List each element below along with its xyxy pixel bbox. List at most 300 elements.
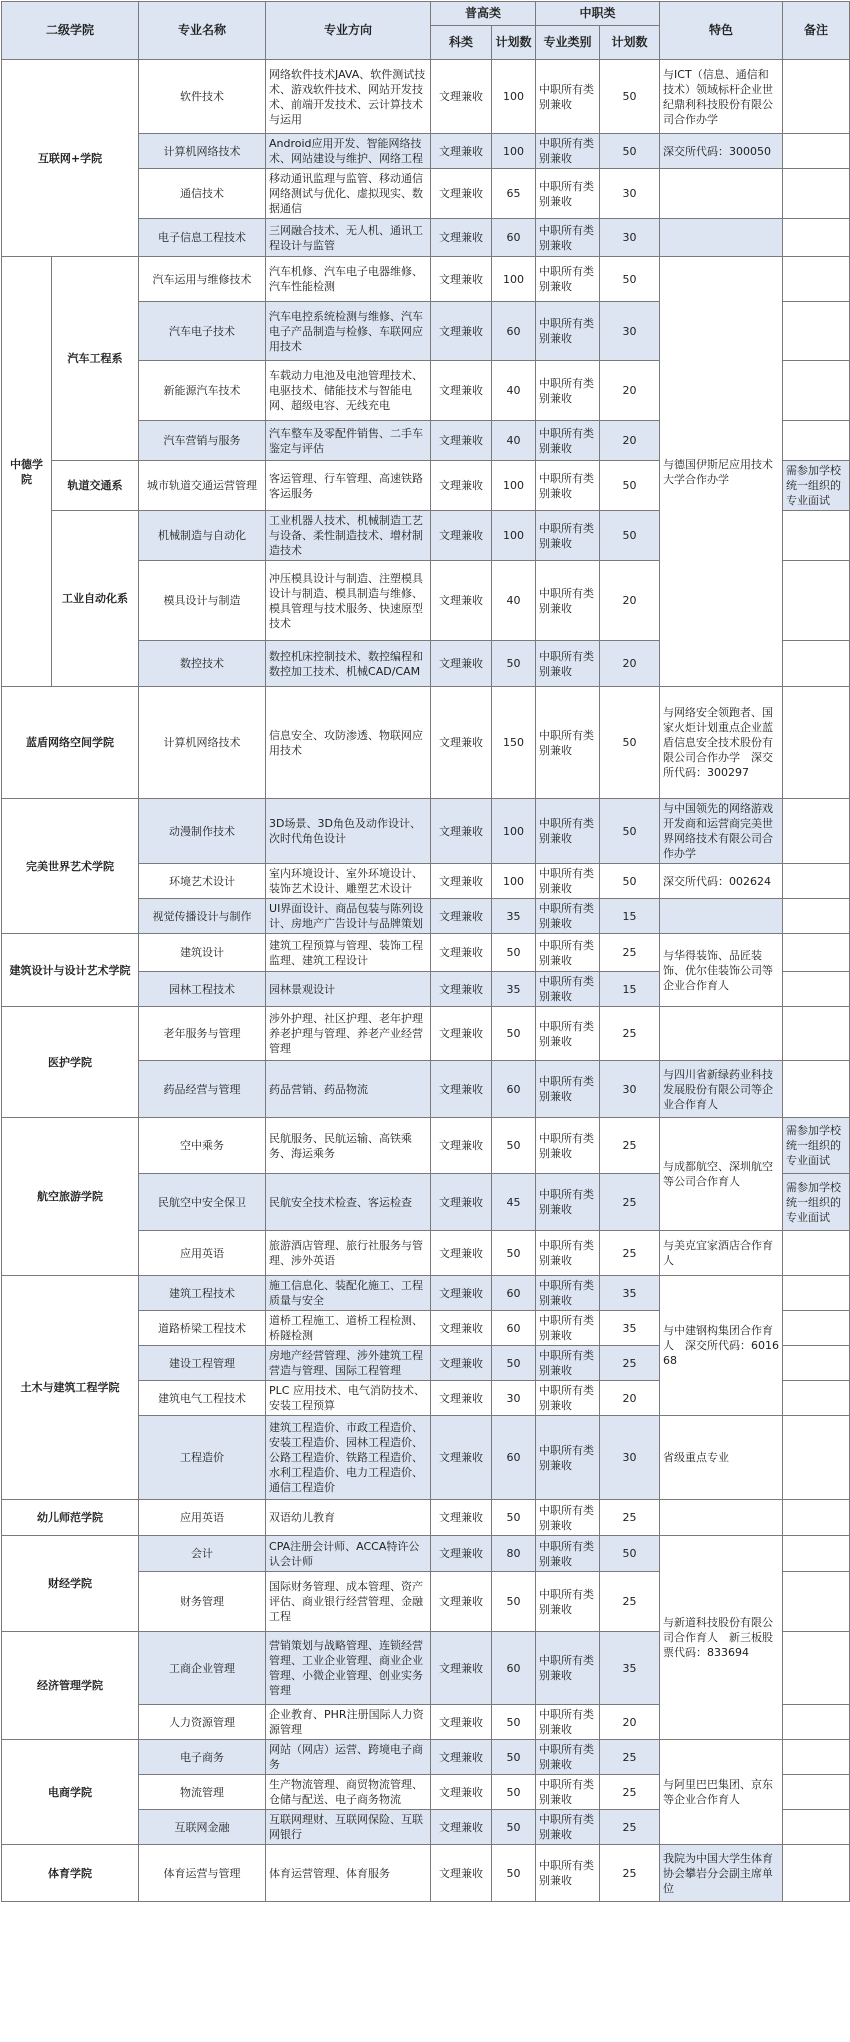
subject-type: 文理兼收 (431, 1276, 492, 1311)
vocational-plan: 30 (600, 1416, 660, 1500)
subject-type: 文理兼收 (431, 1500, 492, 1536)
remark-cell: 需参加学校统一组织的专业面试 (783, 1118, 850, 1174)
subject-type: 文理兼收 (431, 1536, 492, 1572)
subject-type: 文理兼收 (431, 60, 492, 134)
feature-cell: 与新道科技股份有限公司合作育人 新三板股票代码：833694 (660, 1536, 783, 1740)
gaokao-plan: 60 (492, 1276, 536, 1311)
college-cell: 互联网+学院 (2, 60, 139, 257)
college-cell: 财经学院 (2, 1536, 139, 1632)
college-cell: 电商学院 (2, 1740, 139, 1845)
header-major: 专业名称 (139, 2, 266, 60)
vocational-category: 中职所有类别兼收 (536, 1416, 600, 1500)
major-name: 模具设计与制造 (139, 561, 266, 641)
major-direction: 网站（网店）运营、跨境电子商务 (266, 1740, 431, 1775)
remark-cell: 需参加学校统一组织的专业面试 (783, 461, 850, 511)
gaokao-plan: 60 (492, 1632, 536, 1705)
feature-cell: 与四川省新绿药业科技发展股份有限公司等企业合作育人 (660, 1061, 783, 1118)
vocational-plan: 25 (600, 1810, 660, 1845)
vocational-plan: 30 (600, 302, 660, 361)
remark-cell (783, 1810, 850, 1845)
subject-type: 文理兼收 (431, 1810, 492, 1845)
vocational-category: 中职所有类别兼收 (536, 1740, 600, 1775)
college-cell: 土木与建筑工程学院 (2, 1276, 139, 1500)
major-direction: 车载动力电池及电池管理技术、电驱技术、储能技术与智能电网、超级电容、无线充电 (266, 361, 431, 421)
subject-type: 文理兼收 (431, 864, 492, 899)
remark-cell (783, 1007, 850, 1061)
major-direction: PLC 应用技术、电气消防技术、安装工程预算 (266, 1381, 431, 1416)
header-direction: 专业方向 (266, 2, 431, 60)
remark-cell (783, 972, 850, 1007)
gaokao-plan: 40 (492, 421, 536, 461)
remark-cell (783, 1632, 850, 1705)
major-name: 计算机网络技术 (139, 134, 266, 169)
subject-type: 文理兼收 (431, 302, 492, 361)
major-name: 财务管理 (139, 1572, 266, 1632)
subject-type: 文理兼收 (431, 972, 492, 1007)
major-direction: 房地产经营管理、涉外建筑工程营造与管理、国际工程管理 (266, 1346, 431, 1381)
major-name: 物流管理 (139, 1775, 266, 1810)
major-direction: 汽车电控系统检测与维修、汽车电子产品制造与检修、车联网应用技术 (266, 302, 431, 361)
remark-cell (783, 899, 850, 934)
department-cell: 轨道交通系 (52, 461, 139, 511)
college-cell: 体育学院 (2, 1845, 139, 1902)
table-row (2, 1007, 850, 1061)
feature-cell: 与成都航空、深圳航空等公司合作育人 (660, 1118, 783, 1231)
remark-cell (783, 511, 850, 561)
vocational-category: 中职所有类别兼收 (536, 799, 600, 864)
subject-type: 文理兼收 (431, 1572, 492, 1632)
major-name: 数控技术 (139, 641, 266, 687)
subject-type: 文理兼收 (431, 361, 492, 421)
feature-cell: 与德国伊斯尼应用技术大学合作办学 (660, 257, 783, 687)
vocational-category: 中职所有类别兼收 (536, 302, 600, 361)
remark-cell (783, 134, 850, 169)
gaokao-plan: 40 (492, 361, 536, 421)
major-name: 汽车电子技术 (139, 302, 266, 361)
gaokao-plan: 60 (492, 302, 536, 361)
gaokao-plan: 100 (492, 864, 536, 899)
gaokao-plan: 50 (492, 1231, 536, 1276)
remark-cell (783, 1536, 850, 1572)
vocational-category: 中职所有类别兼收 (536, 361, 600, 421)
remark-cell (783, 169, 850, 219)
vocational-category: 中职所有类别兼收 (536, 1118, 600, 1174)
vocational-plan: 50 (600, 799, 660, 864)
major-direction: 旅游酒店管理、旅行社服务与管理、涉外英语 (266, 1231, 431, 1276)
vocational-plan: 20 (600, 1705, 660, 1740)
vocational-category: 中职所有类别兼收 (536, 934, 600, 972)
major-direction: 汽车整车及零配件销售、二手车鉴定与评估 (266, 421, 431, 461)
vocational-category: 中职所有类别兼收 (536, 421, 600, 461)
subject-type: 文理兼收 (431, 799, 492, 864)
feature-cell: 与阿里巴巴集团、京东等企业合作育人 (660, 1740, 783, 1845)
vocational-category: 中职所有类别兼收 (536, 1381, 600, 1416)
major-name: 新能源汽车技术 (139, 361, 266, 421)
table-row (2, 1845, 850, 1902)
major-direction: 互联网理财、互联网保险、互联网银行 (266, 1810, 431, 1845)
vocational-category: 中职所有类别兼收 (536, 561, 600, 641)
remark-cell (783, 1311, 850, 1346)
gaokao-plan: 50 (492, 1775, 536, 1810)
major-direction: 生产物流管理、商贸物流管理、仓储与配送、电子商务物流 (266, 1775, 431, 1810)
subject-type: 文理兼收 (431, 1118, 492, 1174)
subject-type: 文理兼收 (431, 934, 492, 972)
feature-cell: 与美克宜家酒店合作育人 (660, 1231, 783, 1276)
major-direction: 客运管理、行车管理、高速铁路客运服务 (266, 461, 431, 511)
gaokao-plan: 65 (492, 169, 536, 219)
vocational-plan: 20 (600, 1381, 660, 1416)
header-plan: 计划数 (492, 26, 536, 60)
major-name: 汽车运用与维修技术 (139, 257, 266, 302)
vocational-plan: 50 (600, 134, 660, 169)
major-name: 应用英语 (139, 1500, 266, 1536)
major-name: 老年服务与管理 (139, 1007, 266, 1061)
remark-cell (783, 1500, 850, 1536)
college-cell: 中德学院 (2, 257, 52, 687)
subject-type: 文理兼收 (431, 421, 492, 461)
major-name: 互联网金融 (139, 1810, 266, 1845)
enrollment-plan-table (1, 1, 850, 1902)
gaokao-plan: 50 (492, 1810, 536, 1845)
gaokao-plan: 100 (492, 134, 536, 169)
subject-type: 文理兼收 (431, 1775, 492, 1810)
header-plan-vocational: 计划数 (600, 26, 660, 60)
vocational-plan: 30 (600, 1061, 660, 1118)
major-direction: CPA注册会计师、ACCA特许公认会计师 (266, 1536, 431, 1572)
major-name: 民航空中安全保卫 (139, 1174, 266, 1231)
gaokao-plan: 60 (492, 219, 536, 257)
major-name: 建设工程管理 (139, 1346, 266, 1381)
gaokao-plan: 50 (492, 1845, 536, 1902)
gaokao-plan: 100 (492, 461, 536, 511)
table-row (2, 60, 850, 134)
vocational-category: 中职所有类别兼收 (536, 1705, 600, 1740)
table-row (2, 687, 850, 799)
gaokao-plan: 50 (492, 1346, 536, 1381)
major-name: 建筑设计 (139, 934, 266, 972)
feature-cell: 省级重点专业 (660, 1416, 783, 1500)
remark-cell (783, 1572, 850, 1632)
subject-type: 文理兼收 (431, 1231, 492, 1276)
remark-cell (783, 687, 850, 799)
vocational-category: 中职所有类别兼收 (536, 1810, 600, 1845)
gaokao-plan: 50 (492, 1705, 536, 1740)
gaokao-plan: 100 (492, 60, 536, 134)
subject-type: 文理兼收 (431, 1174, 492, 1231)
major-direction: 民航服务、民航运输、高铁乘务、海运乘务 (266, 1118, 431, 1174)
major-name: 道路桥梁工程技术 (139, 1311, 266, 1346)
header-subject: 科类 (431, 26, 492, 60)
vocational-category: 中职所有类别兼收 (536, 1276, 600, 1311)
vocational-category: 中职所有类别兼收 (536, 169, 600, 219)
gaokao-plan: 60 (492, 1416, 536, 1500)
vocational-plan: 50 (600, 511, 660, 561)
gaokao-plan: 50 (492, 641, 536, 687)
gaokao-plan: 80 (492, 1536, 536, 1572)
vocational-plan: 25 (600, 1174, 660, 1231)
major-name: 药品经营与管理 (139, 1061, 266, 1118)
header-category: 专业类别 (536, 26, 600, 60)
major-name: 环境艺术设计 (139, 864, 266, 899)
remark-cell: 需参加学校统一组织的专业面试 (783, 1174, 850, 1231)
major-direction: 企业教育、PHR注册国际人力资源管理 (266, 1705, 431, 1740)
college-cell: 建筑设计与设计艺术学院 (2, 934, 139, 1007)
major-name: 建筑电气工程技术 (139, 1381, 266, 1416)
gaokao-plan: 50 (492, 1572, 536, 1632)
major-direction: 园林景观设计 (266, 972, 431, 1007)
major-name: 工商企业管理 (139, 1632, 266, 1705)
major-name: 汽车营销与服务 (139, 421, 266, 461)
major-name: 电子商务 (139, 1740, 266, 1775)
major-name: 会计 (139, 1536, 266, 1572)
major-direction: 双语幼儿教育 (266, 1500, 431, 1536)
major-direction: 汽车机修、汽车电子电器维修、汽车性能检测 (266, 257, 431, 302)
vocational-plan: 25 (600, 1500, 660, 1536)
table-row (2, 1276, 850, 1311)
gaokao-plan: 100 (492, 257, 536, 302)
vocational-plan: 50 (600, 864, 660, 899)
header-vocational: 中职类 (536, 2, 660, 26)
gaokao-plan: 40 (492, 561, 536, 641)
gaokao-plan: 100 (492, 799, 536, 864)
subject-type: 文理兼收 (431, 169, 492, 219)
remark-cell (783, 1276, 850, 1311)
subject-type: 文理兼收 (431, 1311, 492, 1346)
vocational-category: 中职所有类别兼收 (536, 60, 600, 134)
remark-cell (783, 561, 850, 641)
major-direction: 工业机器人技术、机械制造工艺与设备、柔性制造技术、增材制造技术 (266, 511, 431, 561)
vocational-plan: 25 (600, 1572, 660, 1632)
major-name: 动漫制作技术 (139, 799, 266, 864)
vocational-category: 中职所有类别兼收 (536, 1231, 600, 1276)
major-name: 体育运营与管理 (139, 1845, 266, 1902)
major-direction: 涉外护理、社区护理、老年护理养老护理与管理、养老产业经营管理 (266, 1007, 431, 1061)
remark-cell (783, 641, 850, 687)
gaokao-plan: 100 (492, 511, 536, 561)
vocational-category: 中职所有类别兼收 (536, 1007, 600, 1061)
major-direction: 信息安全、攻防渗透、物联网应用技术 (266, 687, 431, 799)
subject-type: 文理兼收 (431, 1705, 492, 1740)
gaokao-plan: 50 (492, 1500, 536, 1536)
major-direction: 建筑工程预算与管理、装饰工程监理、建筑工程设计 (266, 934, 431, 972)
vocational-plan: 30 (600, 219, 660, 257)
vocational-category: 中职所有类别兼收 (536, 1174, 600, 1231)
subject-type: 文理兼收 (431, 1007, 492, 1061)
remark-cell (783, 361, 850, 421)
subject-type: 文理兼收 (431, 219, 492, 257)
remark-cell (783, 1231, 850, 1276)
subject-type: 文理兼收 (431, 1416, 492, 1500)
major-direction: 国际财务管理、成本管理、资产评估、商业银行经营管理、金融工程 (266, 1572, 431, 1632)
subject-type: 文理兼收 (431, 641, 492, 687)
vocational-category: 中职所有类别兼收 (536, 511, 600, 561)
subject-type: 文理兼收 (431, 1845, 492, 1902)
major-name: 计算机网络技术 (139, 687, 266, 799)
vocational-plan: 50 (600, 461, 660, 511)
vocational-category: 中职所有类别兼收 (536, 134, 600, 169)
vocational-category: 中职所有类别兼收 (536, 219, 600, 257)
table-row (2, 934, 850, 972)
major-direction: 道桥工程施工、道桥工程检测、桥隧检测 (266, 1311, 431, 1346)
remark-cell (783, 1740, 850, 1775)
gaokao-plan: 50 (492, 1740, 536, 1775)
remark-cell (783, 421, 850, 461)
gaokao-plan: 35 (492, 972, 536, 1007)
subject-type: 文理兼收 (431, 1061, 492, 1118)
vocational-category: 中职所有类别兼收 (536, 1845, 600, 1902)
feature-cell (660, 1500, 783, 1536)
feature-cell: 与网络安全领跑者、国家火炬计划重点企业蓝盾信息安全技术股份有限公司合作办学 深交所代码：300297 (660, 687, 783, 799)
vocational-plan: 25 (600, 1118, 660, 1174)
feature-cell: 我院为中国大学生体育协会攀岩分会副主席单位 (660, 1845, 783, 1902)
vocational-category: 中职所有类别兼收 (536, 687, 600, 799)
vocational-plan: 25 (600, 1346, 660, 1381)
gaokao-plan: 50 (492, 934, 536, 972)
major-name: 视觉传播设计与制作 (139, 899, 266, 934)
feature-cell: 与中国领先的网络游戏开发商和运营商完美世界网络技术有限公司合作办学 (660, 799, 783, 864)
vocational-plan: 20 (600, 561, 660, 641)
college-cell: 航空旅游学院 (2, 1118, 139, 1276)
remark-cell (783, 1381, 850, 1416)
vocational-plan: 20 (600, 361, 660, 421)
vocational-plan: 20 (600, 421, 660, 461)
vocational-plan: 25 (600, 1775, 660, 1810)
vocational-plan: 35 (600, 1311, 660, 1346)
major-direction: 营销策划与战略管理、连锁经营管理、工业企业管理、商业企业管理、小微企业管理、创业实务管理 (266, 1632, 431, 1705)
subject-type: 文理兼收 (431, 1346, 492, 1381)
subject-type: 文理兼收 (431, 561, 492, 641)
major-direction: UI界面设计、商品包装与陈列设计、房地产广告设计与品牌策划 (266, 899, 431, 934)
vocational-plan: 35 (600, 1276, 660, 1311)
feature-cell (660, 219, 783, 257)
vocational-category: 中职所有类别兼收 (536, 899, 600, 934)
remark-cell (783, 1775, 850, 1810)
major-direction: 移动通讯监理与监管、移动通信网络测试与优化、虚拟现实、数据通信 (266, 169, 431, 219)
major-name: 城市轨道交通运营管理 (139, 461, 266, 511)
table-row (2, 1500, 850, 1536)
major-direction: 3D场景、3D角色及动作设计、次时代角色设计 (266, 799, 431, 864)
major-direction: 三网融合技术、无人机、通讯工程设计与监管 (266, 219, 431, 257)
header-remark: 备注 (783, 2, 850, 60)
remark-cell (783, 1845, 850, 1902)
gaokao-plan: 150 (492, 687, 536, 799)
header-college: 二级学院 (2, 2, 139, 60)
major-direction: 网络软件技术JAVA、软件测试技术、游戏软件技术、网站开发技术、前端开发技术、云计算技术与运用 (266, 60, 431, 134)
major-direction: 施工信息化、装配化施工、工程质量与安全 (266, 1276, 431, 1311)
feature-cell (660, 169, 783, 219)
feature-cell: 与华得装饰、品匠装饰、优尔佳装饰公司等企业合作育人 (660, 934, 783, 1007)
remark-cell (783, 799, 850, 864)
vocational-plan: 35 (600, 1632, 660, 1705)
table-row (2, 1740, 850, 1775)
vocational-category: 中职所有类别兼收 (536, 1536, 600, 1572)
vocational-category: 中职所有类别兼收 (536, 257, 600, 302)
vocational-category: 中职所有类别兼收 (536, 1775, 600, 1810)
feature-cell (660, 899, 783, 934)
vocational-plan: 30 (600, 169, 660, 219)
major-direction: 室内环境设计、室外环境设计、装饰艺术设计、雕塑艺术设计 (266, 864, 431, 899)
header-gaokao: 普高类 (431, 2, 536, 26)
vocational-plan: 50 (600, 1536, 660, 1572)
remark-cell (783, 1346, 850, 1381)
gaokao-plan: 50 (492, 1118, 536, 1174)
feature-cell: 深交所代码：300050 (660, 134, 783, 169)
remark-cell (783, 219, 850, 257)
vocational-plan: 15 (600, 899, 660, 934)
vocational-category: 中职所有类别兼收 (536, 1500, 600, 1536)
subject-type: 文理兼收 (431, 511, 492, 561)
major-name: 建筑工程技术 (139, 1276, 266, 1311)
remark-cell (783, 864, 850, 899)
major-name: 应用英语 (139, 1231, 266, 1276)
gaokao-plan: 30 (492, 1381, 536, 1416)
vocational-plan: 25 (600, 1845, 660, 1902)
vocational-plan: 25 (600, 934, 660, 972)
vocational-category: 中职所有类别兼收 (536, 972, 600, 1007)
table-row (2, 799, 850, 864)
vocational-category: 中职所有类别兼收 (536, 1311, 600, 1346)
college-cell: 蓝盾网络空间学院 (2, 687, 139, 799)
vocational-category: 中职所有类别兼收 (536, 1061, 600, 1118)
major-name: 电子信息工程技术 (139, 219, 266, 257)
major-direction: 民航安全技术检查、客运检查 (266, 1174, 431, 1231)
major-direction: Android应用开发、智能网络技术、网站建设与维护、网络工程 (266, 134, 431, 169)
gaokao-plan: 60 (492, 1311, 536, 1346)
major-direction: 数控机床控制技术、数控编程和数控加工技术、机械CAD/CAM (266, 641, 431, 687)
remark-cell (783, 302, 850, 361)
major-name: 机械制造与自动化 (139, 511, 266, 561)
gaokao-plan: 45 (492, 1174, 536, 1231)
subject-type: 文理兼收 (431, 899, 492, 934)
feature-cell (660, 1007, 783, 1061)
subject-type: 文理兼收 (431, 461, 492, 511)
feature-cell: 与ICT（信息、通信和技术）领域标杆企业世纪鼎利科技股份有限公司合作办学 (660, 60, 783, 134)
vocational-plan: 20 (600, 641, 660, 687)
gaokao-plan: 60 (492, 1061, 536, 1118)
vocational-category: 中职所有类别兼收 (536, 1632, 600, 1705)
remark-cell (783, 934, 850, 972)
subject-type: 文理兼收 (431, 1632, 492, 1705)
feature-cell: 与中建钢构集团合作育人 深交所代码：601668 (660, 1276, 783, 1416)
vocational-plan: 25 (600, 1740, 660, 1775)
table-row (2, 1536, 850, 1572)
vocational-plan: 25 (600, 1007, 660, 1061)
college-cell: 医护学院 (2, 1007, 139, 1118)
college-cell: 完美世界艺术学院 (2, 799, 139, 934)
major-direction: 建筑工程造价、市政工程造价、安装工程造价、园林工程造价、公路工程造价、铁路工程造价、水利工程造价、电力工程造价、通信工程造价 (266, 1416, 431, 1500)
remark-cell (783, 1061, 850, 1118)
major-name: 人力资源管理 (139, 1705, 266, 1740)
subject-type: 文理兼收 (431, 134, 492, 169)
department-cell: 汽车工程系 (52, 257, 139, 461)
vocational-plan: 25 (600, 1231, 660, 1276)
major-direction: 体育运营管理、体育服务 (266, 1845, 431, 1902)
major-direction: 冲压模具设计与制造、注塑模具设计与制造、模具制造与维修、模具管理与技术服务、快速原型技术 (266, 561, 431, 641)
subject-type: 文理兼收 (431, 257, 492, 302)
major-name: 软件技术 (139, 60, 266, 134)
college-cell: 幼儿师范学院 (2, 1500, 139, 1536)
vocational-category: 中职所有类别兼收 (536, 1572, 600, 1632)
remark-cell (783, 1416, 850, 1500)
table-row (2, 1118, 850, 1174)
gaokao-plan: 35 (492, 899, 536, 934)
major-name: 通信技术 (139, 169, 266, 219)
vocational-plan: 15 (600, 972, 660, 1007)
major-direction: 药品营销、药品物流 (266, 1061, 431, 1118)
vocational-category: 中职所有类别兼收 (536, 641, 600, 687)
remark-cell (783, 60, 850, 134)
remark-cell (783, 257, 850, 302)
